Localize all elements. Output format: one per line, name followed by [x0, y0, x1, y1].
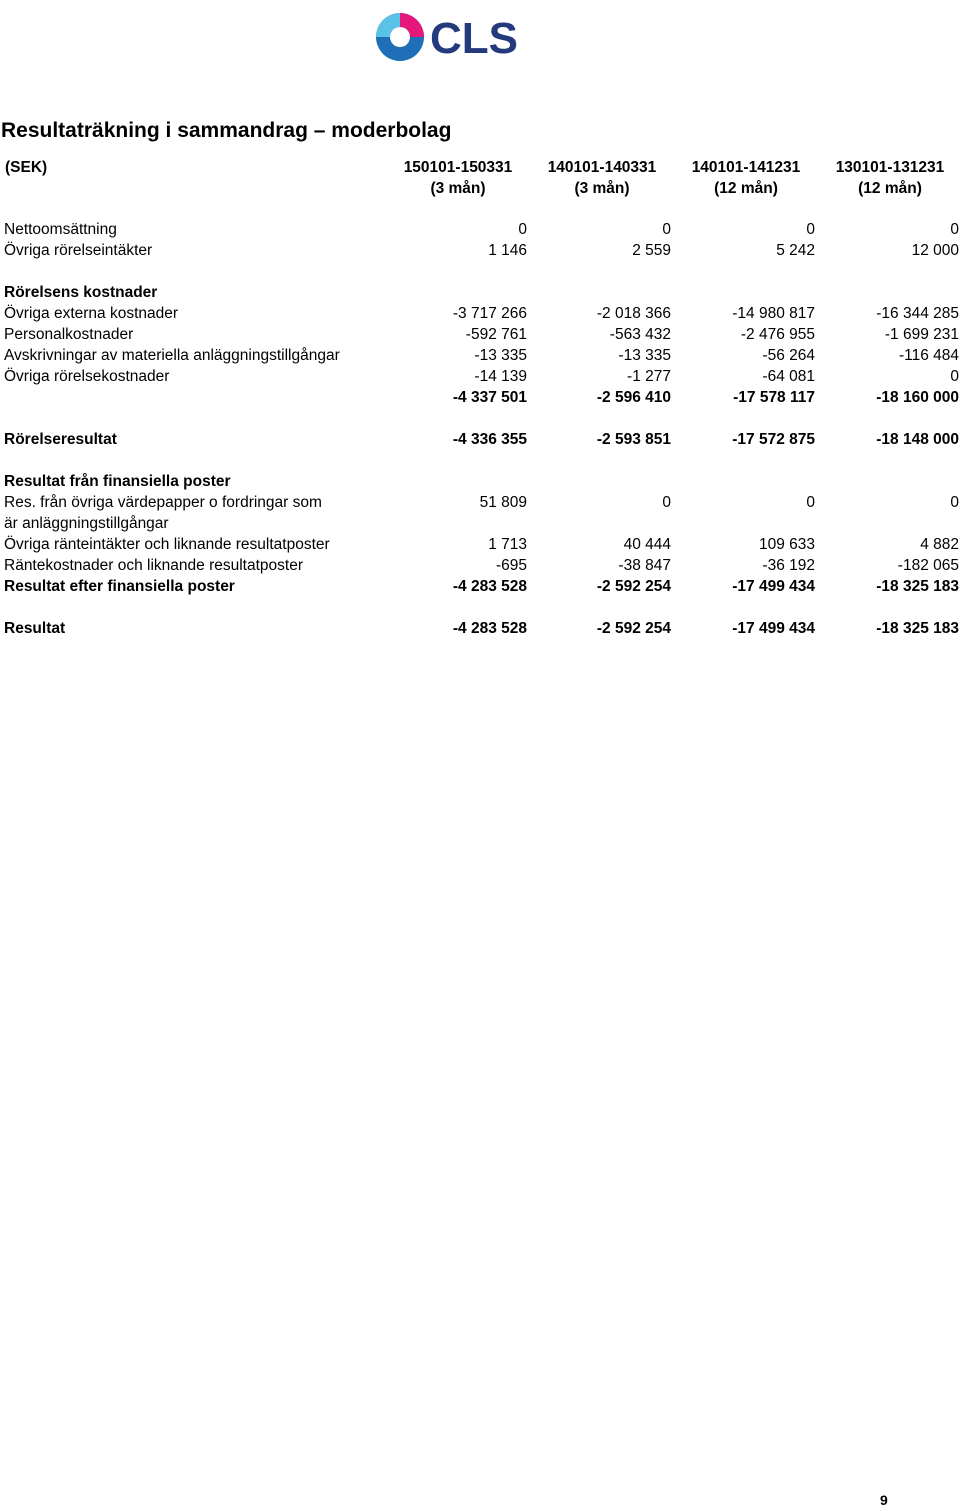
table-row — [0, 429, 960, 450]
svg-text:CLS: CLS — [430, 14, 518, 63]
row-value: -2 476 955 — [740, 326, 815, 343]
row-value: -13 335 — [618, 347, 671, 364]
column-period: 130101-131231 — [835, 159, 945, 176]
page-number: 9 — [880, 1492, 888, 1508]
row-value: -182 065 — [897, 557, 959, 574]
column-period: 140101-141231 — [691, 159, 801, 176]
company-logo — [370, 6, 530, 68]
row-value: 0 — [806, 494, 815, 511]
row-value: -116 484 — [898, 347, 959, 364]
column-header — [666, 157, 826, 199]
table-row — [0, 303, 960, 324]
row-value: -592 761 — [465, 326, 527, 343]
row-value: -17 572 875 — [732, 431, 815, 448]
row-value: -2 592 254 — [596, 578, 671, 595]
row-label: Rörelseresultat — [4, 431, 117, 448]
row-label: Avskrivningar av materiella anläggningstillgångar — [4, 347, 340, 364]
row-value: -64 081 — [762, 368, 815, 385]
unit-label: (SEK) — [5, 159, 48, 176]
table-row — [0, 492, 960, 513]
table-row — [0, 513, 960, 534]
row-value: 12 000 — [911, 242, 959, 259]
section-heading — [0, 282, 960, 303]
row-label: Nettoomsättning — [4, 221, 117, 238]
row-value: -56 264 — [762, 347, 815, 364]
row-value: -13 335 — [474, 347, 527, 364]
column-period: 140101-140331 — [547, 159, 657, 176]
row-value: 2 559 — [632, 242, 671, 259]
column-period: 150101-150331 — [403, 159, 513, 176]
row-value: -16 344 285 — [876, 305, 959, 322]
column-duration: (3 mån) — [430, 180, 486, 197]
row-value: 4 882 — [920, 536, 959, 553]
row-label: Res. från övriga värdepapper o fordringar som — [4, 494, 322, 511]
table-row — [0, 555, 960, 576]
row-label: Övriga externa kostnader — [4, 305, 179, 322]
row-value: 5 242 — [776, 242, 815, 259]
row-value: 40 444 — [623, 536, 671, 553]
row-value: -18 325 183 — [876, 620, 959, 637]
row-value: -4 336 355 — [452, 431, 527, 448]
row-value: -38 847 — [618, 557, 671, 574]
row-label: Räntekostnader och liknande resultatposter — [4, 557, 303, 574]
column-header — [378, 157, 538, 199]
row-value: -2 592 254 — [596, 620, 671, 637]
row-value: 1 713 — [488, 536, 527, 553]
row-label: Resultat — [4, 620, 66, 637]
row-value: -36 192 — [762, 557, 815, 574]
row-value: -2 018 366 — [596, 305, 671, 322]
row-value: -4 283 528 — [452, 620, 527, 637]
row-value: -4 283 528 — [452, 578, 527, 595]
row-value: 0 — [662, 494, 671, 511]
row-value: 1 146 — [488, 242, 527, 259]
row-label: Rörelsens kostnader — [4, 284, 158, 301]
row-value: -17 578 117 — [733, 389, 815, 406]
table-row — [0, 534, 960, 555]
row-label: Övriga ränteintäkter och liknande resultatposter — [4, 536, 330, 553]
section-heading — [0, 471, 960, 492]
row-value: -563 432 — [609, 326, 671, 343]
row-value: 0 — [518, 221, 527, 238]
row-value: 0 — [662, 221, 671, 238]
row-value: -3 717 266 — [452, 305, 527, 322]
row-label: Resultat efter finansiella poster — [4, 578, 235, 595]
row-value: -17 499 434 — [732, 578, 815, 595]
table-row — [0, 219, 960, 240]
row-value: -2 593 851 — [596, 431, 671, 448]
row-value: -14 139 — [474, 368, 527, 385]
column-duration: (12 mån) — [858, 180, 922, 197]
row-label: Personalkostnader — [4, 326, 134, 343]
row-value: 0 — [950, 368, 959, 385]
row-value: -2 596 410 — [596, 389, 671, 406]
column-duration: (3 mån) — [574, 180, 630, 197]
column-header — [522, 157, 682, 199]
row-value: -695 — [495, 557, 527, 574]
row-value: -1 277 — [627, 368, 671, 385]
column-header — [810, 157, 960, 199]
table-row — [0, 240, 960, 261]
row-value: -18 148 000 — [876, 431, 959, 448]
row-value: -17 499 434 — [732, 620, 815, 637]
row-value: -1 699 231 — [884, 326, 959, 343]
table-row — [0, 345, 960, 366]
table-row — [0, 576, 960, 597]
row-value: -4 337 501 — [452, 389, 527, 406]
row-label: är anläggningstillgångar — [4, 515, 169, 532]
row-value: 109 633 — [758, 536, 815, 553]
row-value: -18 325 183 — [876, 578, 959, 595]
table-row — [0, 366, 960, 387]
column-duration: (12 mån) — [714, 180, 778, 197]
row-label: Resultat från finansiella poster — [4, 473, 231, 490]
subtotal-row — [0, 387, 960, 408]
row-value: 0 — [950, 494, 959, 511]
row-value: 0 — [950, 221, 959, 238]
row-value: -14 980 817 — [732, 305, 815, 322]
table-row — [0, 324, 960, 345]
row-value: -18 160 000 — [876, 389, 959, 406]
page-title: Resultaträkning i sammandrag – moderbolag — [1, 119, 452, 142]
row-label: Övriga rörelseintäkter — [4, 242, 153, 259]
table-row — [0, 618, 960, 639]
row-value: 0 — [806, 221, 815, 238]
row-value: 51 809 — [479, 494, 527, 511]
row-label: Övriga rörelsekostnader — [4, 368, 170, 385]
